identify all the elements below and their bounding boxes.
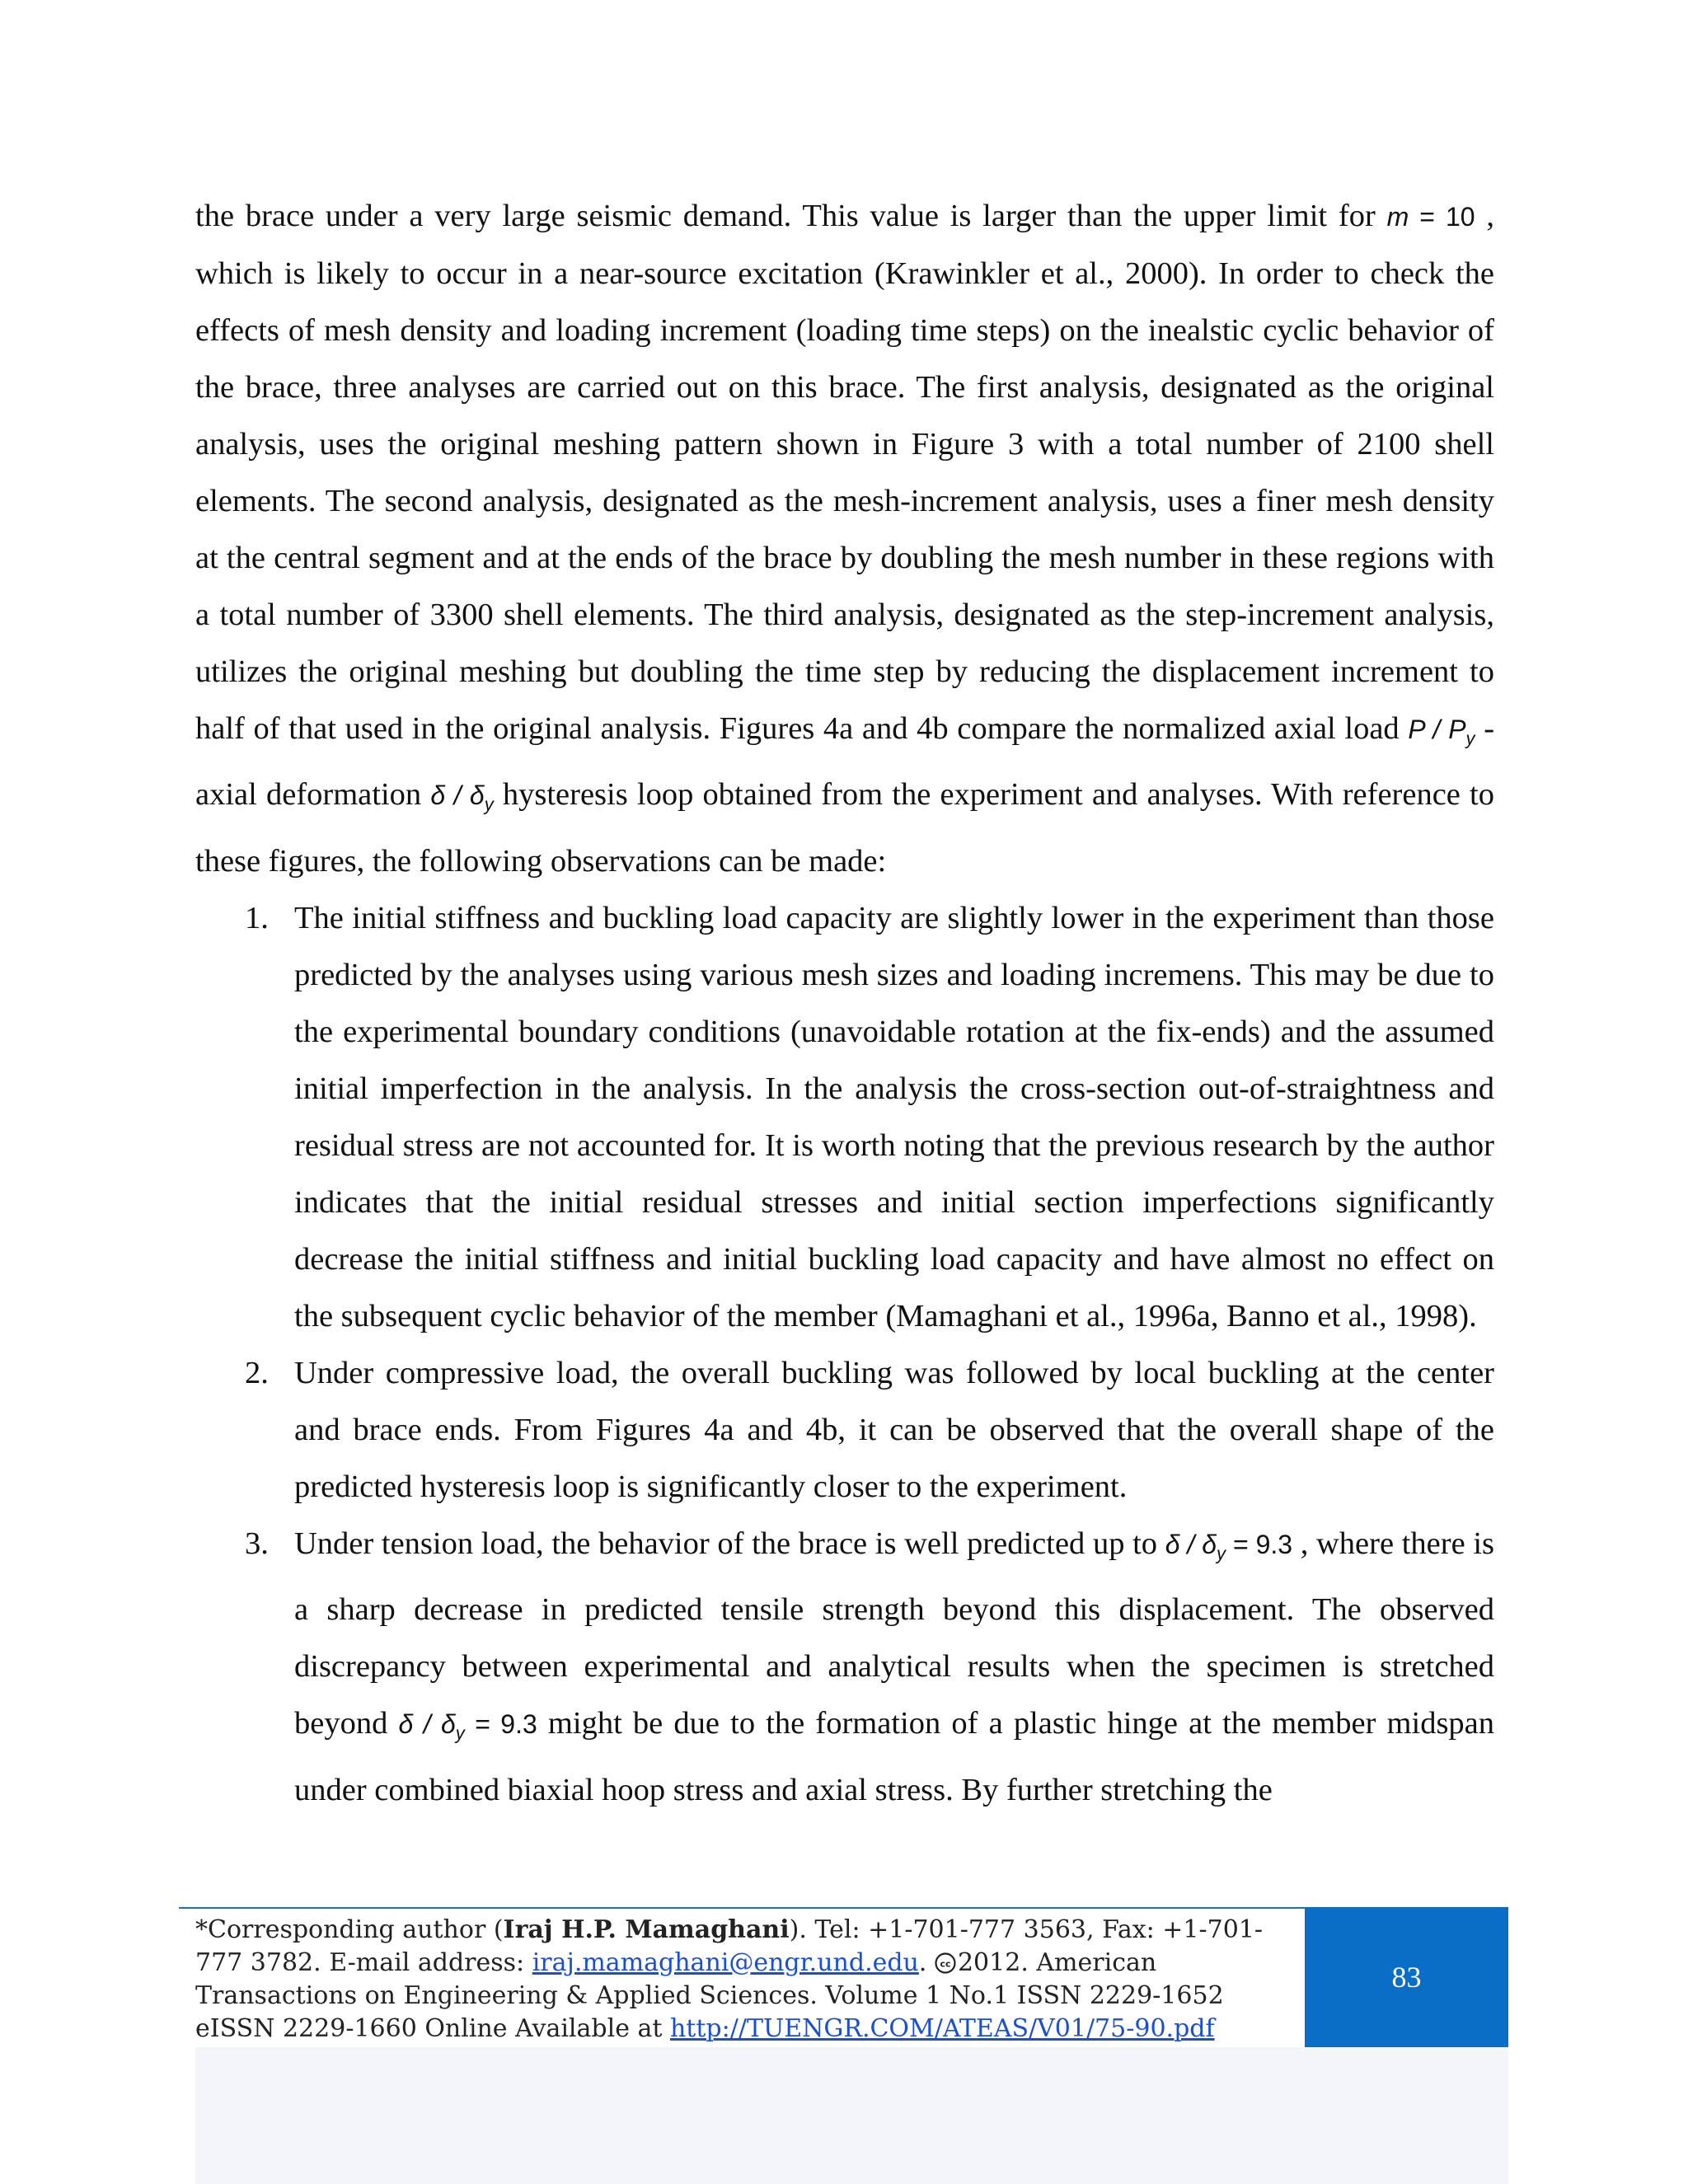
math-value: = 9.3 (1226, 1529, 1293, 1559)
list-text: might be due to the formation of a plastic hinge at the member midspan under combined biaxial hoop stress and axial stress. By further stretching the (294, 1706, 1495, 1807)
text: the brace under a very large seismic demand. This value is larger than the upper limit for (195, 199, 1387, 233)
list-number: 2. (245, 1355, 269, 1390)
equation-p-over-py (1408, 715, 1475, 749)
math-var: δ / δ (430, 780, 485, 811)
footer-text: ). Tel: +1-701-777 3563, Fax: +1-701-777 3782. E-mail address: (195, 1915, 1264, 1977)
list-text: Under tension load, the behavior of the brace is well predicted up to (294, 1526, 1165, 1561)
equation-delta-93 (1165, 1529, 1293, 1564)
list-text: The initial stiffness and buckling load capacity are slightly lower in the experiment than those predicted by the analyses using various mesh sizes and loading incremens. This may be due to the experimental boundary conditions (unavoidable rotation at the fix-ends) and the assumed initial imperfection in the analysis. In the analysis the cross-section out-of-straightness and residual stress are not accounted for. It is worth noting that the previous research by the author indicates that the initial residual stresses and initial section imperfections significantly decrease the initial stiffness and initial buckling load capacity and have almost no effect on the subsequent cyclic behavior of the member (Mamaghani et al., 1996a, Banno et al., 1998). (294, 900, 1494, 1333)
text: 2100 (1357, 427, 1421, 462)
author-name: Iraj H.P. Mamaghani (503, 1915, 790, 1944)
observation-list (195, 890, 1494, 1819)
text: hysteresis loop obtained from the experiment and analyses. With reference to these figures, the following observations can be made: (195, 777, 1495, 879)
footer-note (195, 1914, 1292, 2046)
page-number: 83 (1391, 1961, 1422, 1994)
list-number: 1. (245, 900, 269, 935)
math-var: m (1386, 202, 1409, 232)
list-text: , where there is a sharp decrease in predicted tensile strength beyond this displacement. The observed discrepancy between experimental and analytical results when the specimen is stretched beyond (294, 1526, 1494, 1741)
equation-m (1387, 202, 1475, 232)
math-var: δ / δ (398, 1709, 456, 1740)
creative-commons-icon (935, 1952, 958, 1974)
text: shell elements. The second analysis, designated as the mesh-increment analysis, uses a finer mesh density at the central segment and at the ends of the brace by doubling the mesh number in these regions with a total number of 3300 shell elements. The third analysis, designated as the step-increment analysis, utilizes the original meshing but doubling the time step by reducing the displacement increment to half of that used in the original analysis. Figures 4a and 4b compare the normalized axial load (195, 427, 1494, 746)
math-sub: y (1217, 1543, 1226, 1564)
footer-text: 2012. American Transactions on Engineering & Applied Sciences. Volume 1 No.1 ISSN 2229-1652 eISSN 2229-1660 Online Available at (195, 1948, 1224, 2043)
math-var: P / P (1408, 715, 1466, 744)
math-sub: y (484, 794, 494, 815)
footer-divider (179, 1907, 1305, 1909)
list-text: Under compressive load, the overall buckling was followed by local buckling at the center and brace ends. From Figures 4a and 4b, it can be observed that the overall shape of the predicted hysteresis loop is significantly closer to the experiment. (294, 1355, 1494, 1504)
equation-delta-over-deltay (430, 780, 494, 815)
footer-text: *Corresponding author ( (195, 1915, 504, 1944)
email-link[interactable]: iraj.mamaghani@engr.und.edu (532, 1948, 919, 1977)
math-value: = 10 (1409, 202, 1475, 232)
cc-label: cc (940, 1958, 951, 1970)
footer-text: . (918, 1948, 935, 1977)
math-var: δ / δ (1165, 1529, 1217, 1559)
list-item (195, 1345, 1494, 1516)
equation-delta-93 (398, 1709, 537, 1744)
text: -axial deformation (195, 711, 1495, 813)
list-item (195, 890, 1494, 1345)
list-item (195, 1516, 1494, 1819)
math-value: = 9.3 (464, 1709, 537, 1740)
page-number-box (1305, 1907, 1508, 2047)
list-number: 3. (245, 1526, 269, 1561)
paragraph (195, 188, 1494, 890)
bottom-margin-shade (195, 2047, 1508, 2184)
page-body (195, 188, 1494, 1819)
math-sub: y (1465, 728, 1475, 749)
online-link[interactable]: http://TUENGR.COM/ATEAS/V01/75-90.pdf (669, 2014, 1215, 2043)
math-sub: y (455, 1722, 465, 1744)
text: , which is likely to occur in a near-source excitation (Krawinkler et al., 2000). In order to check the effects of mesh density and loading increment (loading time steps) on the inealstic cyclic behavior of the brace, three analyses are carried out on this brace. The first analysis, designated as the original analysis, uses the original meshing pattern shown in Figure 3 with a total number of (195, 199, 1495, 462)
